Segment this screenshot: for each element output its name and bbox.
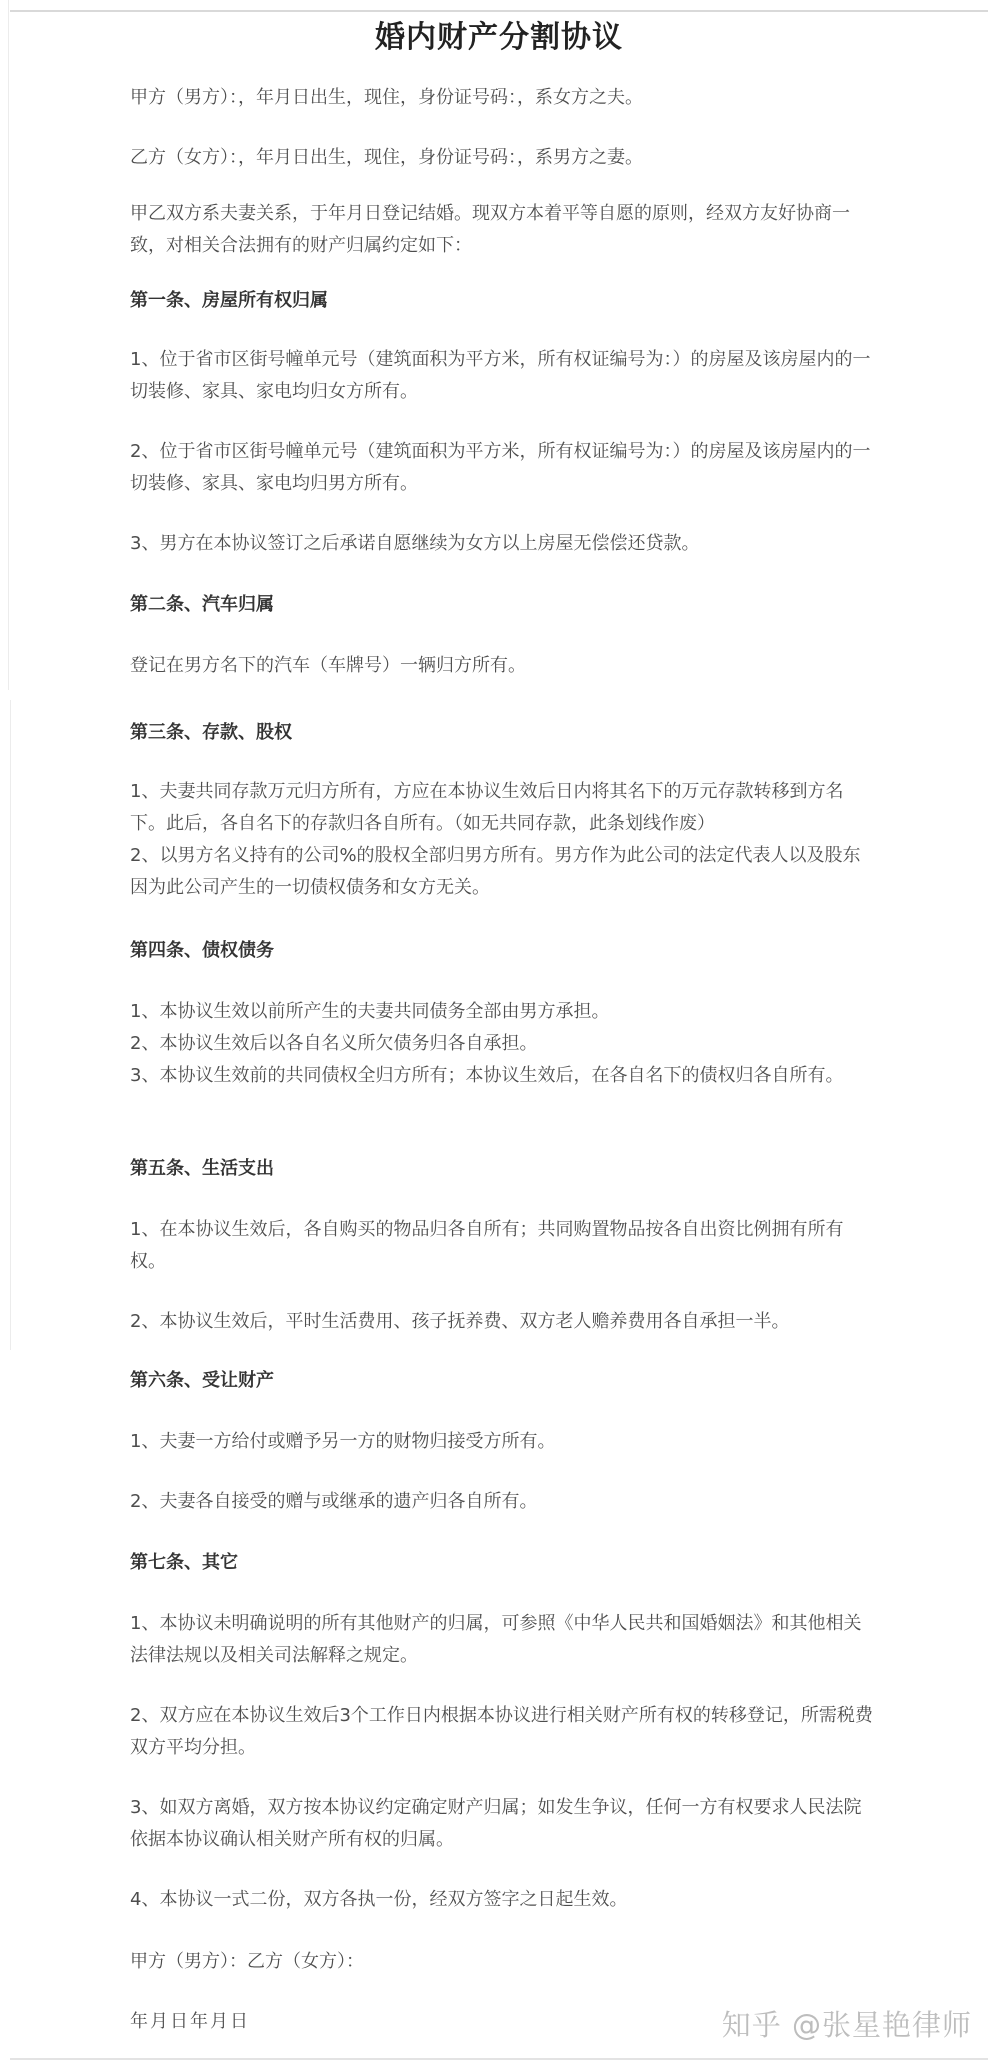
- article-5-clause-1: 1、在本协议生效后，各自购买的物品归各自所有；共同购置物品按各自出资比例拥有所有权。: [130, 1219, 844, 1272]
- article-3-clause-2: 2、以男方名义持有的公司%的股权全部归男方所有。男方作为此公司的法定代表人以及股东因为此公司产生的一切债权债务和女方无关。: [130, 845, 861, 898]
- article-7-clause-1: 1、本协议未明确说明的所有其他财产的归属，可参照《中华人民共和国婚姻法》和其他相关法律法规以及相关司法解释之规定。: [130, 1613, 862, 1666]
- article-6-clause-1: 1、夫妻一方给付或赠予另一方的财物归接受方所有。: [130, 1431, 556, 1452]
- article-7-heading: 第七条、其它: [130, 1552, 238, 1573]
- signature-parties-line: 甲方（男方）：乙方（女方）：: [130, 1951, 364, 1972]
- signature-dates-line: 年月日年月日: [130, 2011, 250, 2032]
- article-6-heading: 第六条、受让财产: [130, 1370, 274, 1391]
- article-1-clause-2: 2、位于省市区街号幢单元号（建筑面积为平方米，所有权证编号为：）的房屋及该房屋内的一切装修、家具、家电均归男方所有。: [130, 441, 871, 494]
- article-6-clause-2: 2、夫妻各自接受的赠与或继承的遗产归各自所有。: [130, 1491, 538, 1512]
- zhihu-watermark: 知乎 @张星艳律师: [721, 2008, 972, 2042]
- left-edge-line: [8, 0, 9, 690]
- article-5-clause-2: 2、本协议生效后，平时生活费用、孩子抚养费、双方老人赡养费用各自承担一半。: [130, 1311, 790, 1332]
- article-2-heading: 第二条、汽车归属: [130, 594, 274, 615]
- article-7-clause-2: 2、双方应在本协议生效后3个工作日内根据本协议进行相关财产所有权的转移登记，所需税费双方平均分担。: [130, 1705, 873, 1758]
- article-7-clause-4: 4、本协议一式二份，双方各执一份，经双方签字之日起生效。: [130, 1889, 628, 1910]
- article-4-heading: 第四条、债权债务: [130, 940, 274, 961]
- article-3-clause-1: 1、夫妻共同存款万元归方所有，方应在本协议生效后日内将其名下的万元存款转移到方名下。此后，各自名下的存款归各自所有。（如无共同存款，此条划线作废）: [130, 781, 844, 834]
- left-edge-line-lower: [10, 700, 11, 1350]
- article-4-clause-3: 3、本协议生效前的共同债权全归方所有；本协议生效后，在各自名下的债权归各自所有。: [130, 1065, 844, 1086]
- article-1-heading: 第一条、房屋所有权归属: [130, 290, 328, 311]
- document-title: 婚内财产分割协议: [375, 20, 623, 55]
- article-1-clause-3: 3、男方在本协议签订之后承诺自愿继续为女方以上房屋无偿偿还贷款。: [130, 533, 700, 554]
- preamble-paragraph: 甲乙双方系夫妻关系，于年月日登记结婚。现双方本着平等自愿的原则，经双方友好协商一致，对相关合法拥有的财产归属约定如下：: [130, 203, 850, 256]
- article-4-clause-2: 2、本协议生效后以各自名义所欠债务归各自承担。: [130, 1033, 538, 1054]
- article-5-heading: 第五条、生活支出: [130, 1158, 274, 1179]
- article-2-clause-1: 登记在男方名下的汽车（车牌号）一辆归方所有。: [130, 655, 526, 676]
- party-b-line: 乙方（女方）：，年月日出生，现住，身份证号码：，系男方之妻。: [130, 147, 643, 168]
- bottom-divider: [10, 2058, 988, 2060]
- article-1-clause-1: 1、位于省市区街号幢单元号（建筑面积为平方米，所有权证编号为：）的房屋及该房屋内的一切装修、家具、家电均归女方所有。: [130, 349, 871, 402]
- article-3-heading: 第三条、存款、股权: [130, 722, 292, 743]
- article-4-clause-1: 1、本协议生效以前所产生的夫妻共同债务全部由男方承担。: [130, 1001, 610, 1022]
- party-a-line: 甲方（男方）：，年月日出生，现住，身份证号码：，系女方之夫。: [130, 87, 643, 108]
- article-7-clause-3: 3、如双方离婚，双方按本协议约定确定财产归属；如发生争议，任何一方有权要求人民法院依据本协议确认相关财产所有权的归属。: [130, 1797, 862, 1850]
